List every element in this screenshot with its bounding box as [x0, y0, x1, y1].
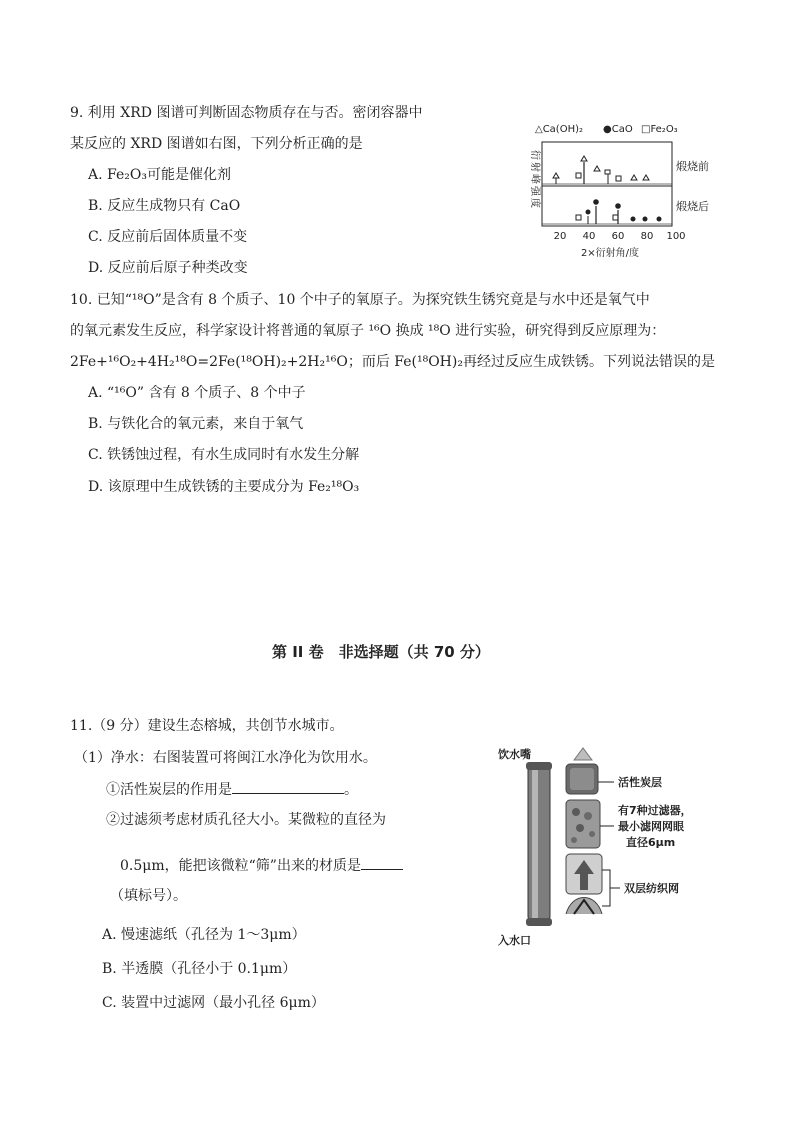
- q11-sub2-cont: [120, 855, 403, 876]
- q10-option-c: C. 铁锈蚀过程，有水生成同时有水发生分解: [88, 447, 360, 463]
- x-tick-label: 40: [582, 231, 596, 242]
- peak-marker-triangle: [581, 156, 587, 161]
- q11-option-a: A. 慢速滤纸（孔径为 1～3μm）: [102, 927, 306, 943]
- y-axis-label: 衍射峰强度: [529, 150, 540, 210]
- xrd-figure: [510, 118, 720, 266]
- label-filters-line3: 直径6μm: [626, 836, 676, 849]
- q10-stem-line2: 的氧元素发生反应，科学家设计将普通的氧原子 ¹⁶O 换成 ¹⁸O 进行实验，研究得到反应原理为：: [70, 323, 666, 339]
- q10-stem-line1: 10. 已知“¹⁸O”是含有 8 个质子、10 个中子的氧原子。为探究铁生锈究竟是与水中还是氧气中: [70, 292, 650, 308]
- label-carbon-layer: 活性炭层: [618, 776, 662, 789]
- peak-marker-triangle: [631, 175, 637, 180]
- x-tick-label: 60: [611, 231, 625, 242]
- q11-sub2-cont-prefix: 0.5μm，能把该微粒“筛”出来的材质是: [120, 858, 361, 874]
- q11-sub2-line2: （填标号）。: [110, 888, 187, 904]
- q10-option-a: A. “¹⁶O” 含有 8 个质子、8 个中子: [88, 385, 306, 401]
- x-axis-label: 2×衍射角/度: [580, 248, 640, 259]
- filter-tube: [528, 764, 550, 922]
- q9-stem-line2: 某反应的 XRD 图谱如右图，下列分析正确的是: [70, 136, 363, 152]
- peak-marker-dot: [615, 203, 621, 209]
- q11-sub1: [106, 779, 358, 800]
- q11-option-c: C. 装置中过滤网（最小孔径 6μm）: [102, 995, 325, 1011]
- x-tick-label: 20: [553, 231, 567, 242]
- q11-option-b: B. 半透膜（孔径小于 0.1μm）: [102, 961, 297, 977]
- peak-marker-triangle: [553, 173, 559, 178]
- q9-option-b: B. 反应生成物只有 CaO: [88, 198, 241, 214]
- answer-blank-2[interactable]: [361, 855, 403, 870]
- q9-option-d: D. 反应前后原子种类改变: [88, 260, 248, 276]
- peak-marker-dot: [657, 217, 662, 222]
- peak-marker-square: [613, 215, 618, 220]
- peak-marker-dot: [631, 217, 636, 222]
- legend-fe2o3: □Fe₂O₃: [641, 124, 678, 135]
- q11-part1: （1）净水：右图装置可将闽江水净化为饮用水。: [74, 750, 377, 766]
- label-mesh: 双层纺织网: [624, 882, 679, 895]
- peak-marker-triangle: [643, 175, 649, 180]
- peak-marker-square: [576, 215, 581, 220]
- q10-option-d: D. 该原理中生成铁锈的主要成分为 Fe₂¹⁸O₃: [88, 479, 360, 495]
- q11-stem: 11.（9 分）建设生态榕城，共创节水城市。: [70, 718, 344, 734]
- q9-stem-line1: 9. 利用 XRD 图谱可判断固态物质存在与否。密闭容器中: [70, 105, 423, 121]
- label-before-calcination: 煅烧前: [676, 160, 709, 173]
- q11-sub1-prefix: ①活性炭层的作用是: [106, 782, 232, 798]
- label-mouthpiece: 饮水嘴: [498, 748, 531, 761]
- peak-marker-dot: [593, 199, 599, 205]
- peak-marker-dot: [643, 217, 648, 222]
- peak-marker-dot: [586, 210, 591, 215]
- peak-marker-square: [616, 176, 621, 181]
- x-tick-label: 100: [666, 231, 686, 242]
- label-filters-line2: 最小滤网网眼: [618, 820, 684, 833]
- q9-option-a: A. Fe₂O₃可能是催化剂: [88, 167, 231, 183]
- section-title: 第 II 卷 非选择题（共 70 分）: [272, 643, 490, 661]
- q11-sub2: ②过滤须考虑材质孔径大小。某微粒的直径为: [106, 812, 386, 828]
- peak-marker-square: [605, 170, 610, 174]
- answer-blank-1[interactable]: [232, 779, 344, 794]
- q9-option-c: C. 反应前后固体质量不变: [88, 229, 248, 245]
- peak-marker-triangle: [594, 166, 600, 171]
- q11-sub1-suffix: 。: [344, 782, 358, 798]
- filter-layers: [566, 800, 600, 848]
- label-filters-line1: 有7种过滤器，: [618, 804, 692, 817]
- q10-option-b: B. 与铁化合的氧元素，来自于氧气: [88, 416, 304, 432]
- label-inlet: 入水口: [498, 934, 531, 947]
- peak-marker-square: [576, 173, 581, 178]
- water-filter-figure: [496, 742, 732, 954]
- label-after-calcination: 煅烧后: [676, 200, 709, 213]
- legend-cao: ●CaO: [603, 124, 633, 135]
- q10-stem-line3: 2Fe+¹⁶O₂+4H₂¹⁸O=2Fe(¹⁸OH)₂+2H₂¹⁶O；而后 Fe(¹⁸OH)₂再经过反应生成铁锈。下列说法错误的是: [70, 354, 715, 370]
- legend-ca-oh2: △Ca(OH)₂: [535, 124, 584, 135]
- x-tick-label: 80: [640, 231, 654, 242]
